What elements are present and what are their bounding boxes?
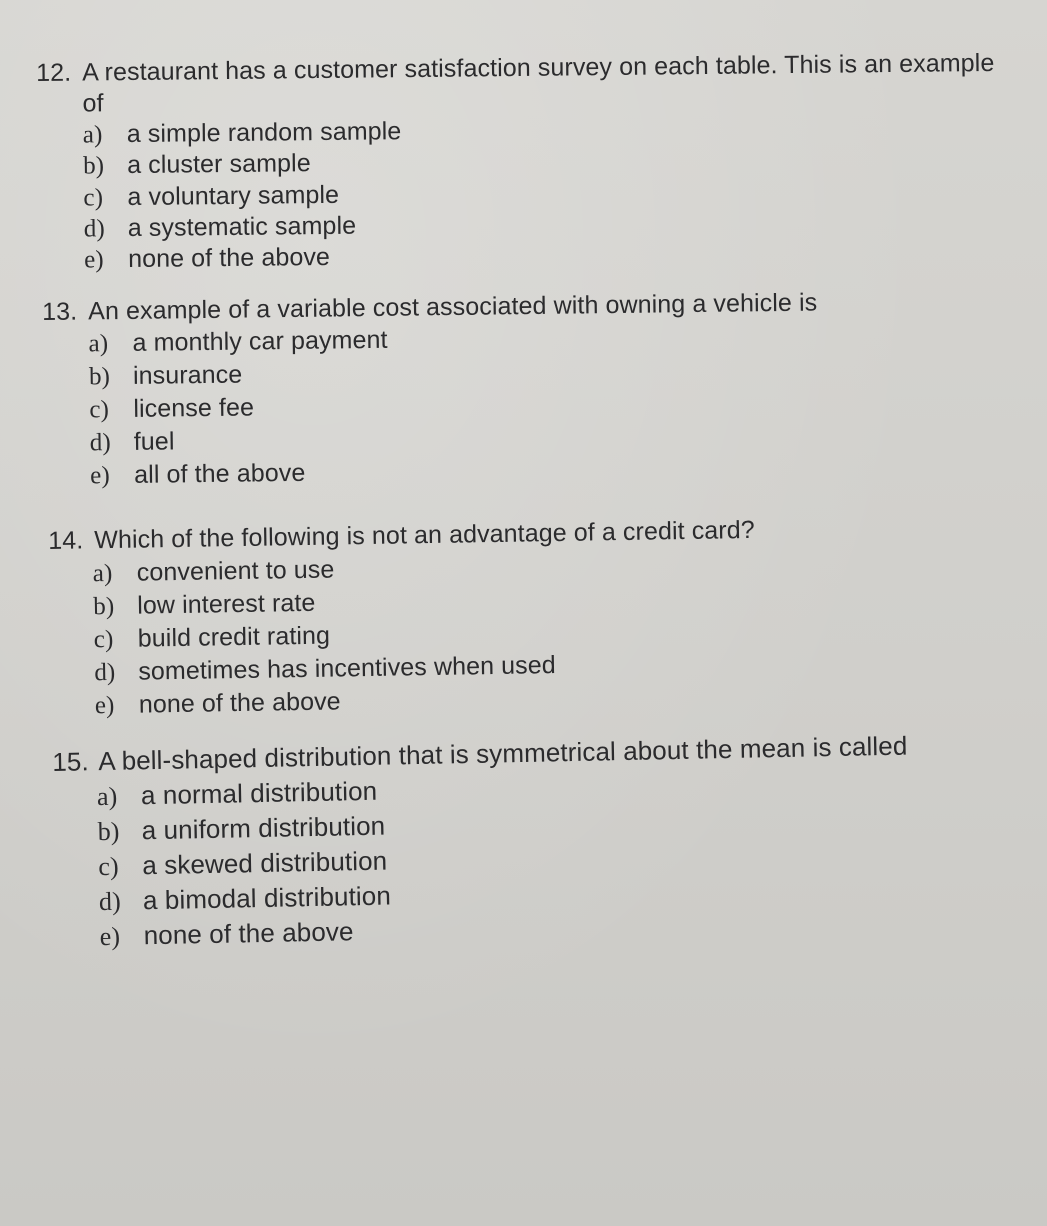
answer-options	[97, 762, 1016, 955]
option-letter: c)	[89, 396, 110, 424]
option-text: all of the above	[134, 458, 306, 489]
question-text: An example of a variable cost associated with owning a vehicle is	[88, 288, 818, 326]
option-text: a voluntary sample	[127, 180, 340, 211]
option-text: insurance	[132, 360, 243, 390]
option-letter: b)	[93, 592, 115, 621]
question-12	[36, 48, 998, 277]
question-text: A bell-shaped distribution that is symmetrical about the mean is called	[98, 730, 908, 777]
option-letter: a)	[96, 781, 118, 812]
option-letter: a)	[82, 121, 103, 149]
question-number: 14.	[48, 526, 84, 555]
question-14	[48, 510, 1011, 723]
option-letter: d)	[89, 429, 111, 457]
option-letter: c)	[93, 625, 114, 654]
option-text: none of the above	[138, 687, 341, 719]
option-text: fuel	[133, 427, 175, 456]
option-text: license fee	[133, 393, 255, 423]
option-letter: c)	[98, 851, 120, 882]
option-letter: b)	[82, 152, 105, 180]
question-number: 15.	[52, 746, 90, 777]
option-letter: d)	[83, 215, 105, 243]
option-letter: e)	[94, 691, 115, 720]
option-text: a skewed distribution	[142, 845, 388, 881]
option-text: a monthly car payment	[132, 325, 388, 357]
option-letter: a)	[92, 559, 113, 588]
option-text: convenient to use	[136, 555, 335, 587]
answer-options	[93, 543, 1011, 722]
question-15	[52, 727, 1016, 955]
option-text: a systematic sample	[127, 211, 357, 242]
option-text: a cluster sample	[126, 149, 311, 180]
option-letter: b)	[97, 816, 120, 847]
option-letter: d)	[94, 658, 116, 687]
question-number: 13.	[42, 297, 78, 326]
question-number: 12.	[36, 58, 72, 87]
answer-options	[88, 316, 1004, 492]
option-letter: c)	[83, 183, 104, 212]
option-letter: e)	[90, 462, 110, 490]
option-letter: d)	[98, 886, 122, 917]
option-text: none of the above	[127, 243, 331, 274]
question-text: Which of the following is not an advantage of a credit card?	[94, 515, 755, 555]
option-text: none of the above	[143, 916, 354, 951]
option-letter: e)	[99, 921, 121, 952]
question-13	[42, 284, 1004, 493]
option-letter: a)	[88, 330, 109, 358]
option-text: a bimodal distribution	[142, 880, 392, 916]
option-text: low interest rate	[137, 588, 316, 620]
option-letter: e)	[83, 246, 104, 274]
option-text: a simple random sample	[126, 117, 402, 149]
option-letter: b)	[88, 363, 111, 391]
option-text: build credit rating	[137, 621, 331, 653]
option-text: a uniform distribution	[141, 810, 386, 846]
option-text: sometimes has incentives when used	[138, 651, 556, 686]
question-stem	[36, 48, 997, 120]
answer-options	[83, 110, 999, 276]
option-text: a normal distribution	[140, 775, 378, 811]
question-text: A restaurant has a customer satisfaction survey on each table. This is an example of	[82, 48, 995, 118]
